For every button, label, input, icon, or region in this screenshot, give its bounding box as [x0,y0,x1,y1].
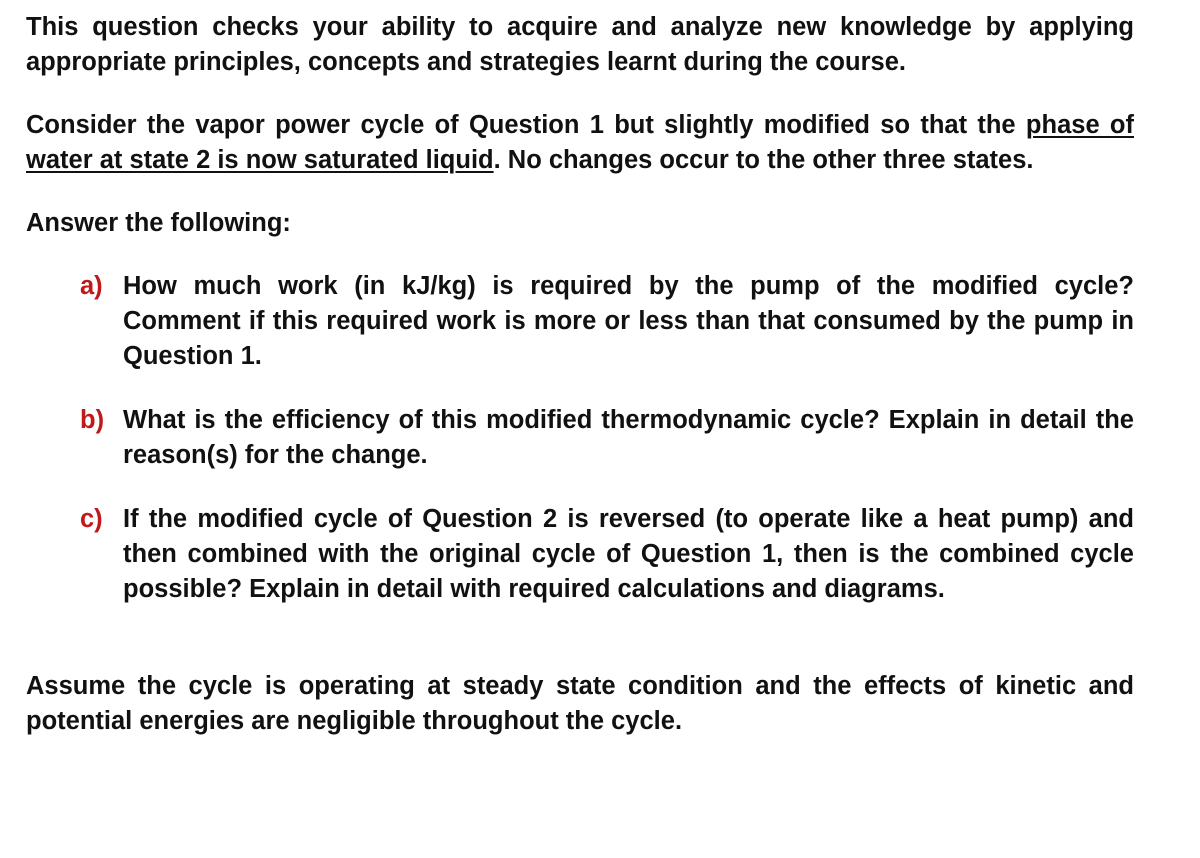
question-list [80,269,1134,607]
question-label-a: a) [80,272,103,300]
answer-heading: Answer the following: [26,209,291,237]
question-item-b [80,403,1134,473]
question-text-a: How much work (in kJ/kg) is required by the pump of the modified cycle? Comment if this required work is more or less than that consumed by the pump in Question 1. [123,272,1134,370]
consider-text-end: . No changes occur to the other three states. [493,146,1034,174]
consider-text-start: Consider the vapor power cycle of Question 1 but slightly modified so that the [26,111,1026,139]
question-text-b: What is the efficiency of this modified thermodynamic cycle? Explain in detail the reason(s) for the change. [123,406,1134,469]
question-item-c [80,502,1134,607]
consider-underlined-text: phase of water at state 2 is now saturated liquid [26,111,1134,174]
question-text-c: If the modified cycle of Question 2 is reversed (to operate like a heat pump) and then combined with the original cycle of Question 1, then is the combined cycle possible? Explain in detail with required calculations and diagrams. [123,505,1134,603]
assumption-paragraph: Assume the cycle is operating at steady state condition and the effects of kinetic and potential energies are negligible throughout the cycle. [26,672,1134,735]
question-item-a [80,269,1134,374]
question-label-c: c) [80,505,103,533]
intro-paragraph: This question checks your ability to acquire and analyze new knowledge by applying appropriate principles, concepts and strategies learnt during the course. [26,13,1134,76]
question-label-b: b) [80,406,105,434]
document-page [26,10,1134,739]
consider-paragraph [26,108,1134,178]
